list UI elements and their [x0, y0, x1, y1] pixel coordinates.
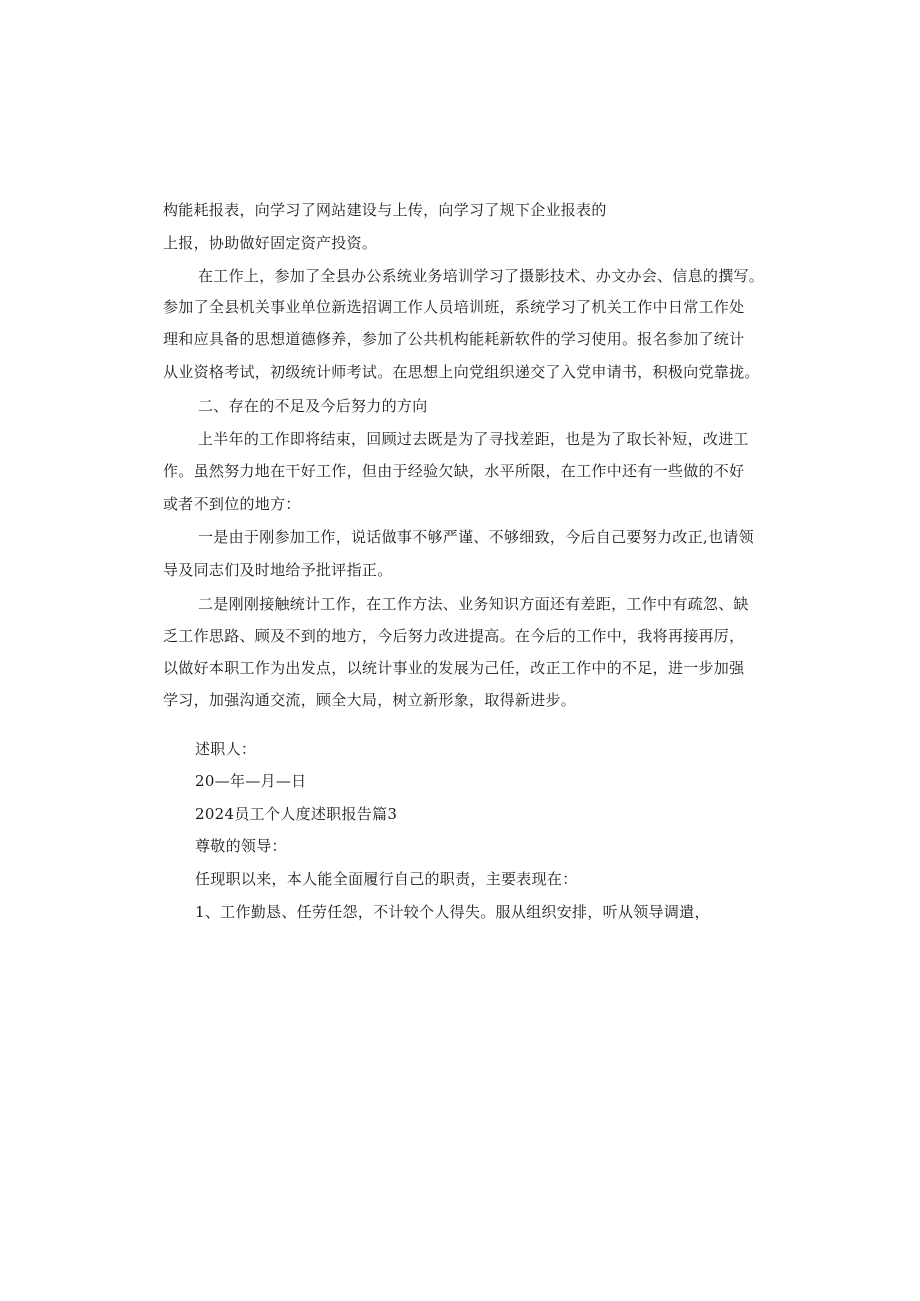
text-line-15: 以做好本职工作为出发点，以统计事业的发展为己任，改正工作中的不足，进一步加强	[163, 659, 745, 677]
text-line-2: 上报，协助做好固定资产投资。	[163, 234, 378, 252]
text-line-4: 参加了全县机关事业单位新选招调工作人员培训班，系统学习了机关工作中日常工作处	[163, 298, 745, 316]
date-line: 20—年—月—日	[195, 772, 307, 790]
text-line-3: 在工作上，参加了全县办公系统业务培训学习了摄影技术、办文办会、信息的撰写。	[198, 267, 765, 285]
text-line-13: 二是刚刚接触统计工作，在工作方法、业务知识方面还有差距，工作中有疏忽、缺	[198, 595, 749, 613]
text-line-10: 或者不到位的地方：	[163, 495, 301, 513]
text-line-5: 理和应具备的思想道德修养，参加了公共机构能耗新软件的学习使用。报名参加了统计	[163, 330, 745, 348]
text-line-14: 乏工作思路、顾及不到的地方，今后努力改进提高。在今后的工作中，我将再接再厉，	[163, 627, 745, 645]
text-line-11: 一是由于刚参加工作，说话做事不够严谨、不够细致，今后自己要努力改正,也请领	[198, 528, 754, 546]
text-line-12: 导及同志们及时地给予批评指正。	[163, 561, 393, 579]
report-title: 2024员工个人度述职报告篇3	[195, 805, 398, 823]
text-line-16: 学习，加强沟通交流，顾全大局，树立新形象，取得新进步。	[163, 691, 577, 709]
text-line-1: 构能耗报表，向学习了网站建设与上传，向学习了规下企业报表的	[163, 201, 607, 219]
reporter-label: 述职人：	[195, 740, 257, 758]
text-line-8: 上半年的工作即将结束，回顾过去既是为了寻找差距，也是为了取长补短，改进工	[198, 430, 749, 448]
section-heading: 二、存在的不足及今后努力的方向	[198, 397, 428, 415]
text-line-9: 作。虽然努力地在干好工作，但由于经验欠缺，水平所限，在工作中还有一些做的不好	[163, 462, 745, 480]
text-line-22: 1、工作勤恳、任劳任怨，不计较个人得失。服从组织安排，听从领导调遣，	[195, 903, 710, 921]
text-line-6: 从业资格考试，初级统计师考试。在思想上向党组织递交了入党申请书，积极向党靠拢。	[163, 363, 760, 381]
salutation: 尊敬的领导：	[195, 837, 287, 855]
text-line-21: 任现职以来，本人能全面履行自己的职责，主要表现在：	[195, 870, 578, 888]
